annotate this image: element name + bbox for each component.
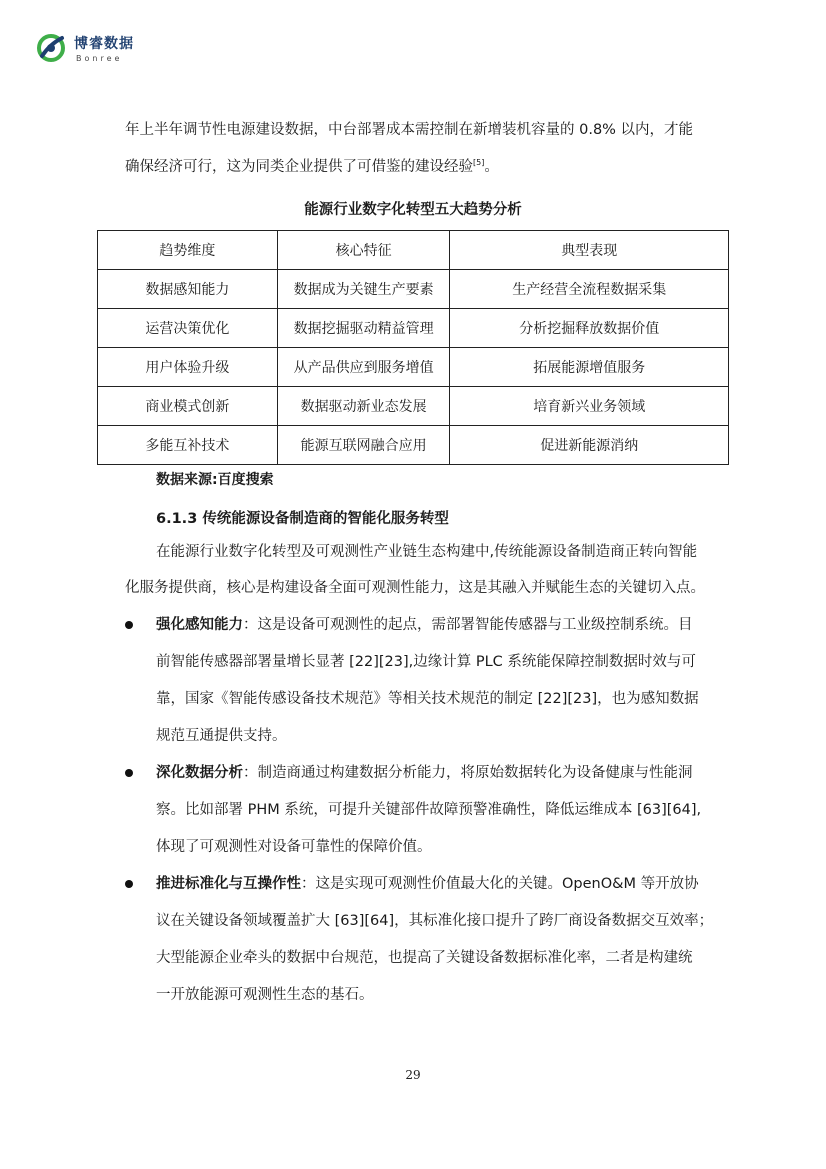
intro-line-1: 年上半年调节性电源建设数据，中台部署成本需控制在新增装机容量的 0.8% 以内，才能 [125, 122, 694, 138]
page-number: 29 [405, 1068, 421, 1082]
bullet-2-line-3: 体现了可观测性对设备可靠性的保障价值。 [156, 839, 432, 855]
intro-line-2-end: 。 [484, 159, 499, 175]
table-row [98, 348, 729, 387]
bullet-3-line-4: 一开放能源可观测性生态的基石。 [156, 987, 374, 1003]
table-row [98, 387, 729, 426]
table-row [98, 270, 729, 309]
table-header-cell: 趋势维度 [98, 231, 278, 270]
bullet-2-title: 深化数据分析 [156, 765, 243, 781]
trend-table [97, 230, 729, 465]
table-cell: 用户体验升级 [98, 348, 278, 387]
intro-line-2 [125, 157, 499, 177]
table-caption: 能源行业数字化转型五大趋势分析 [304, 202, 522, 218]
bullet-1-line-2: 前智能传感器部署量增长显著 [22][23],边缘计算 PLC 系统能保障控制数据时效与可 [156, 654, 696, 670]
table-header-cell: 核心特征 [277, 231, 450, 270]
bullet-2-line-2: 察。比如部署 PHM 系统，可提升关键部件故障预警准确性，降低运维成本 [63][64], [156, 802, 702, 818]
bullet-1-text: ：这是设备可观测性的起点，需部署智能传感器与工业级控制系统。目 [243, 617, 693, 633]
bullet-3-line-3: 大型能源企业牵头的数据中台规范，也提高了关键设备数据标准化率，二者是构建统 [156, 950, 693, 966]
bullet-2-line-1 [156, 763, 693, 783]
brand-name-cn: 博睿数据 [74, 36, 134, 52]
table-cell: 数据驱动新业态发展 [277, 387, 450, 426]
table-cell: 数据挖掘驱动精益管理 [277, 309, 450, 348]
bullet-1-line-3: 靠，国家《智能传感设备技术规范》等相关技术规范的制定 [22][23]，也为感知数据 [156, 691, 699, 707]
table-cell: 运营决策优化 [98, 309, 278, 348]
bullet-dot-icon [125, 621, 133, 629]
bonree-logo-icon [36, 30, 70, 64]
bullet-1-line-4: 规范互通提供支持。 [156, 728, 287, 744]
table-cell: 从产品供应到服务增值 [277, 348, 450, 387]
bullet-3-title: 推进标准化与互操作性 [156, 876, 301, 892]
bullet-1-title: 强化感知能力 [156, 617, 243, 633]
table-cell: 分析挖掘释放数据价值 [450, 309, 729, 348]
table-cell: 商业模式创新 [98, 387, 278, 426]
table-cell: 拓展能源增值服务 [450, 348, 729, 387]
citation-ref: [5] [473, 158, 485, 168]
bullet-3-line-1 [156, 874, 699, 894]
table-row [98, 309, 729, 348]
section-para-line-2: 化服务提供商，核心是构建设备全面可观测性能力，这是其融入并赋能生态的关键切入点。 [125, 580, 705, 596]
bullet-2-text: ：制造商通过构建数据分析能力，将原始数据转化为设备健康与性能洞 [243, 765, 693, 781]
table-cell: 能源互联网融合应用 [277, 426, 450, 465]
bullet-3-text: ：这是实现可观测性价值最大化的关键。OpenO&M 等开放协 [301, 876, 699, 892]
table-source: 数据来源:百度搜索 [156, 472, 274, 488]
section-para-line-1: 在能源行业数字化转型及可观测性产业链生态构建中,传统能源设备制造商正转向智能 [156, 544, 698, 560]
table-cell: 多能互补技术 [98, 426, 278, 465]
table-cell: 生产经营全流程数据采集 [450, 270, 729, 309]
brand-name-en: Bonree [76, 54, 123, 63]
intro-line-2-text: 确保经济可行，这为同类企业提供了可借鉴的建设经验 [125, 159, 473, 175]
bullet-dot-icon [125, 880, 133, 888]
brand-logo [36, 28, 146, 68]
bullet-1-line-1 [156, 615, 693, 635]
table-cell: 数据感知能力 [98, 270, 278, 309]
table-cell: 促进新能源消纳 [450, 426, 729, 465]
table-header-row [98, 231, 729, 270]
table-cell: 数据成为关键生产要素 [277, 270, 450, 309]
section-heading: 6.1.3 传统能源设备制造商的智能化服务转型 [156, 511, 449, 527]
bullet-3-line-2: 议在关键设备领域覆盖扩大 [63][64]，其标准化接口提升了跨厂商设备数据交互效率； [156, 913, 714, 929]
bullet-dot-icon [125, 769, 133, 777]
table-cell: 培育新兴业务领域 [450, 387, 729, 426]
table-row [98, 426, 729, 465]
table-header-cell: 典型表现 [450, 231, 729, 270]
